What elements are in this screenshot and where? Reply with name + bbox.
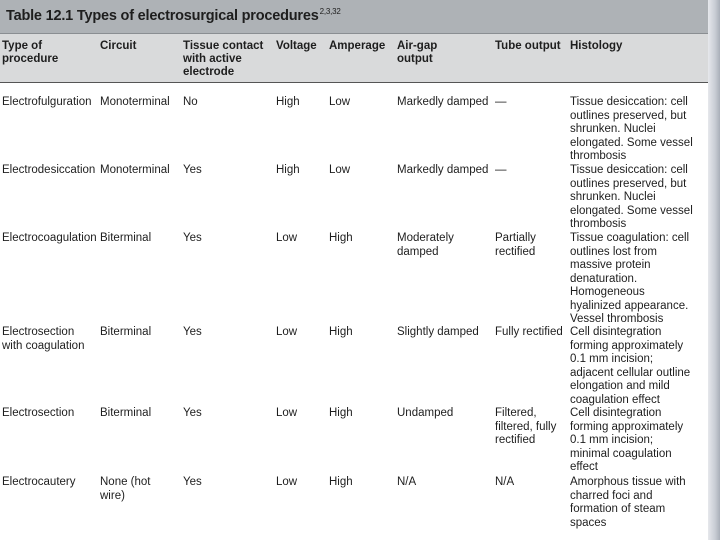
- cell-histology: Cell disintegration forming approximately 0.1 mm incision; adjacent cellular outline elongation and mild coagulation effect: [570, 326, 691, 406]
- header-histology: Histology: [570, 40, 623, 52]
- cell-histology: Cell disintegration forming approximately 0.1 mm incision; minimal coagulation effect: [570, 407, 684, 473]
- cell-airgap: Markedly damped: [397, 96, 489, 108]
- cell-type: Electrocoagulation: [2, 232, 97, 244]
- cell-tube: Filtered, filtered, fully rectified: [495, 407, 557, 446]
- cell-tube: Partially rectified: [495, 232, 536, 258]
- header-tube: Tube output: [495, 40, 561, 52]
- cell-circuit: Biterminal: [100, 326, 152, 338]
- cell-circuit: Monoterminal: [100, 164, 170, 176]
- cell-contact: Yes: [183, 476, 202, 488]
- header-airgap: Air-gap output: [397, 40, 438, 65]
- table-header-row: [0, 34, 708, 83]
- cell-tube: N/A: [495, 476, 515, 488]
- cell-type: Electrocautery: [2, 476, 76, 488]
- cell-amperage: High: [329, 476, 353, 488]
- header-voltage: Voltage: [276, 40, 317, 52]
- cell-airgap: Markedly damped: [397, 164, 489, 176]
- cell-contact: Yes: [183, 164, 202, 176]
- cell-circuit: Biterminal: [100, 232, 152, 244]
- cell-amperage: High: [329, 407, 353, 419]
- table-title-bar: [0, 0, 720, 34]
- header-type: Type of procedure: [2, 40, 59, 65]
- table-title-text: Table 12.1 Types of electrosurgical procedures: [6, 7, 319, 24]
- cell-type: Electrodesiccation: [2, 164, 96, 176]
- cell-circuit: Monoterminal: [100, 96, 170, 108]
- cell-tube: —: [495, 96, 507, 108]
- cell-histology: Tissue desiccation: cell outlines preserved, but shrunken. Nuclei elongated. Some vessel thrombosis: [570, 164, 693, 230]
- cell-type: Electrosection: [2, 407, 75, 419]
- cell-contact: No: [183, 96, 198, 108]
- cell-amperage: High: [329, 232, 353, 244]
- cell-contact: Yes: [183, 407, 202, 419]
- cell-amperage: Low: [329, 96, 351, 108]
- cell-amperage: Low: [329, 164, 351, 176]
- cell-tube: Fully rectified: [495, 326, 563, 338]
- cell-voltage: High: [276, 96, 300, 108]
- cell-voltage: Low: [276, 326, 298, 338]
- cell-voltage: Low: [276, 232, 298, 244]
- cell-airgap: Slightly damped: [397, 326, 479, 338]
- cell-amperage: High: [329, 326, 353, 338]
- slide-edge-bar: [708, 0, 720, 540]
- header-circuit: Circuit: [100, 40, 137, 52]
- header-amperage: Amperage: [329, 40, 386, 52]
- cell-histology: Tissue desiccation: cell outlines preserved, but shrunken. Nuclei elongated. Some vessel thrombosis: [570, 96, 693, 162]
- cell-histology: Tissue coagulation: cell outlines lost from massive protein denaturation. Homogeneous hyalinized appearance. Vessel thrombosis: [570, 232, 690, 325]
- cell-circuit: None (hot wire): [100, 476, 151, 502]
- cell-voltage: Low: [276, 407, 298, 419]
- cell-circuit: Biterminal: [100, 407, 152, 419]
- cell-histology: Amorphous tissue with charred foci and formation of steam spaces: [570, 476, 686, 529]
- cell-type: Electrosection with coagulation: [2, 326, 85, 352]
- cell-contact: Yes: [183, 326, 202, 338]
- cell-voltage: High: [276, 164, 300, 176]
- title-references: 2,3,32: [319, 7, 341, 16]
- cell-airgap: Undamped: [397, 407, 454, 419]
- cell-tube: —: [495, 164, 507, 176]
- cell-airgap: N/A: [397, 476, 417, 488]
- table-title: [6, 7, 341, 24]
- cell-type: Electrofulguration: [2, 96, 92, 108]
- cell-voltage: Low: [276, 476, 298, 488]
- cell-airgap: Moderately damped: [397, 232, 454, 258]
- cell-contact: Yes: [183, 232, 202, 244]
- header-contact: Tissue contact with active electrode: [183, 40, 264, 78]
